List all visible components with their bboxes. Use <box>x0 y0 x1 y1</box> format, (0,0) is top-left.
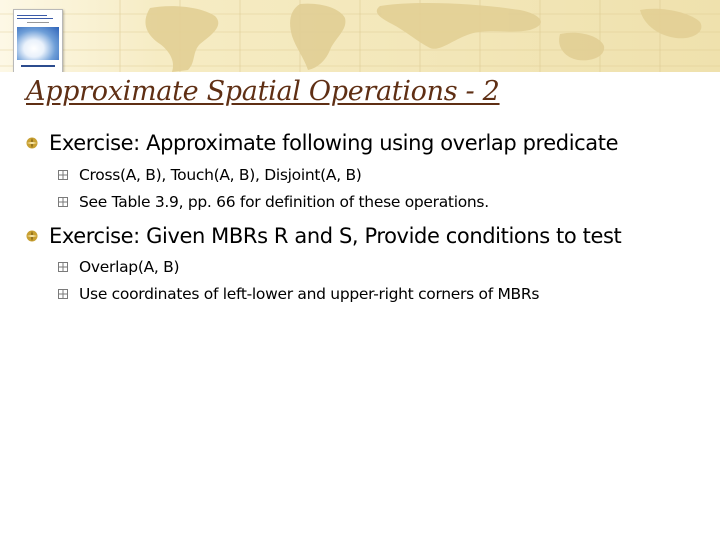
diamond-compass-icon <box>26 137 38 149</box>
bullet-level2-item <box>58 193 489 211</box>
book-cover-title-lines <box>17 13 59 25</box>
bullet-level2-item <box>58 258 179 276</box>
header-banner <box>0 0 720 72</box>
hatched-square-icon <box>58 262 68 272</box>
bullet-level2-item <box>58 166 362 184</box>
book-cover-logo <box>13 9 63 72</box>
slide-title: Approximate Spatial Operations - 2 <box>26 76 500 107</box>
bullet-level1-item <box>26 131 618 155</box>
book-cover-cloud-image <box>17 27 59 60</box>
diamond-compass-icon <box>26 230 38 242</box>
book-cover-footer <box>17 63 59 69</box>
hatched-square-icon <box>58 197 68 207</box>
bullet-text: See Table 3.9, pp. 66 for definition of these operations. <box>79 193 489 211</box>
bullet-level2-item <box>58 285 539 303</box>
bullet-text: Exercise: Approximate following using overlap predicate <box>49 131 619 155</box>
bullet-level1-item <box>26 224 621 248</box>
bullet-text: Cross(A, B), Touch(A, B), Disjoint(A, B) <box>79 166 362 184</box>
bullet-text: Exercise: Given MBRs R and S, Provide conditions to test <box>49 224 622 248</box>
hatched-square-icon <box>58 289 68 299</box>
world-map-graphic <box>0 0 720 72</box>
hatched-square-icon <box>58 170 68 180</box>
bullet-text: Overlap(A, B) <box>79 258 180 276</box>
bullet-text: Use coordinates of left-lower and upper-right corners of MBRs <box>79 285 540 303</box>
